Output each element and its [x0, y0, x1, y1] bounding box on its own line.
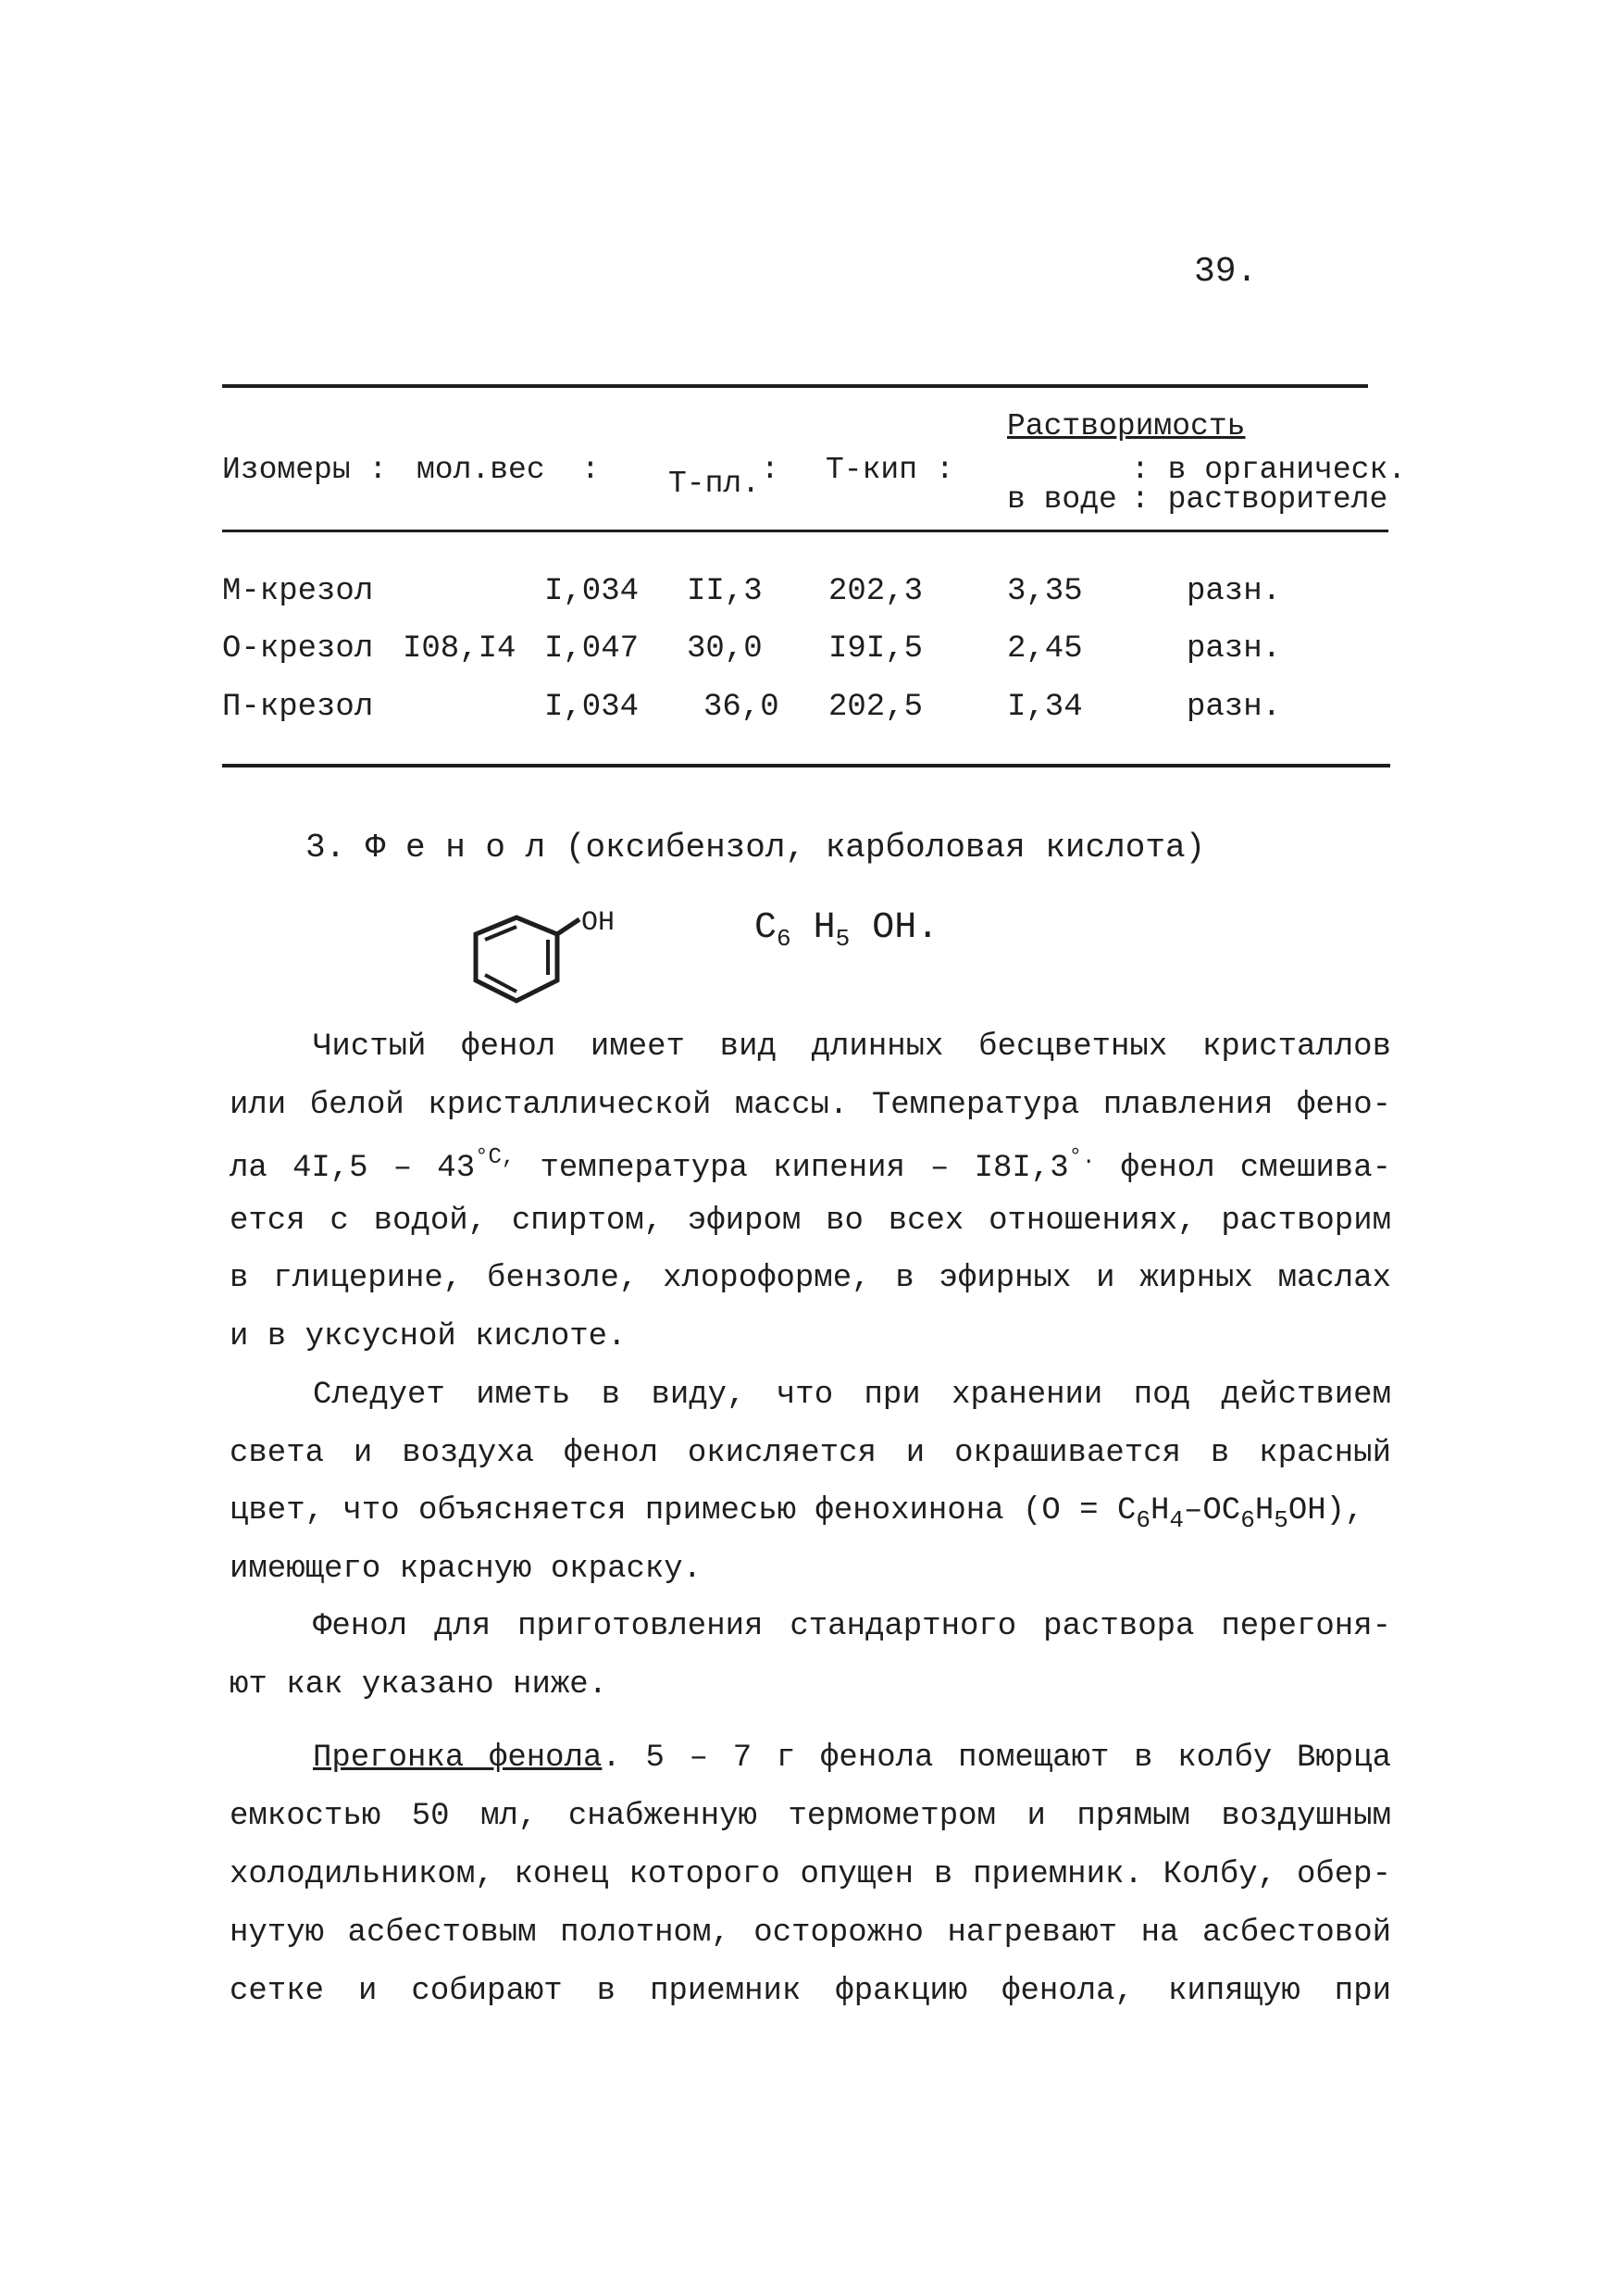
table-bottom-rule — [222, 764, 1390, 767]
text-line: емкостью 50 мл, снабженную термометром и прямым воздушным — [230, 1799, 1391, 1834]
header-in-organic-2: : растворителе — [1131, 482, 1388, 517]
row-t-boil: I9I,5 — [828, 631, 924, 667]
phenol-formula — [754, 907, 939, 953]
row-t-boil: 202,5 — [828, 690, 924, 725]
text-line: ется с водой, спиртом, эфиром во всех отношениях, растворим — [230, 1204, 1391, 1239]
text-line: сетке и собирают в приемник фракцию фенола, кипящую при — [230, 1974, 1391, 2009]
row-t-melt: 36,0 — [703, 690, 779, 725]
hydroxyl-label: OH — [581, 907, 616, 939]
text-line: ют как указано ниже. — [230, 1667, 608, 1703]
row-water: I,34 — [1007, 690, 1083, 725]
header-mol-weight: мол.вес — [417, 453, 545, 487]
header-in-organic-1: : в органическ. — [1131, 453, 1407, 487]
text-line — [230, 1145, 1391, 1186]
row-water: 2,45 — [1007, 631, 1083, 667]
text-line: Чистый фенол имеет вид длинных бесцветных кристаллов — [313, 1029, 1391, 1065]
row-water: 3,35 — [1007, 574, 1083, 609]
text-line: Прегонка фенола. 5 – 7 г фенола помещают в колбу Вюрца — [313, 1741, 1391, 1776]
formula-oh: OH. — [850, 907, 939, 949]
mixing-text: фенол смешива- — [1095, 1151, 1392, 1186]
text-line: и в уксусной кислоте. — [230, 1319, 627, 1354]
row-name: М-крезол — [222, 574, 374, 609]
text-line: имеющего красную окраску. — [230, 1552, 703, 1587]
degree-c: °C, — [475, 1145, 516, 1170]
row-density: I,047 — [544, 631, 640, 667]
row-t-melt: II,3 — [687, 574, 763, 609]
row-density: I,034 — [544, 574, 640, 609]
section-title: 3. Ф е н о л (оксибензол, карболовая кислота) — [305, 829, 1206, 867]
text-line: или белой кристаллической массы. Температура плавления фено- — [230, 1088, 1391, 1123]
header-t-melt-colon: : — [761, 453, 779, 487]
header-colon: : — [581, 453, 600, 487]
header-isomers: Изомеры : — [222, 453, 388, 487]
boiling-text: температура кипения – I8I,3 — [515, 1151, 1069, 1186]
row-t-boil: 202,3 — [828, 574, 924, 609]
formula-h: H — [790, 907, 836, 949]
melting-range: ла 4I,5 – 43 — [230, 1151, 476, 1186]
row-mol-weight: I08,I4 — [403, 631, 516, 667]
page-number: 39. — [1194, 252, 1258, 292]
formula-c-sub: 6 — [777, 925, 791, 953]
benzene-ring-icon — [463, 912, 592, 1014]
row-organic: разн. — [1187, 690, 1282, 725]
distillation-heading: Прегонка фенола — [313, 1741, 603, 1776]
row-organic: разн. — [1187, 631, 1282, 667]
row-name: П-крезол — [222, 690, 374, 725]
header-in-water: в воде — [1007, 482, 1117, 517]
text-line: Фенол для приготовления стандартного раствора перегоня- — [313, 1609, 1391, 1644]
table-top-rule — [222, 384, 1368, 388]
header-t-melt: Т-пл. — [668, 467, 761, 501]
text-line: света и воздуха фенол окисляется и окрашивается в красный — [230, 1436, 1391, 1471]
header-t-boil: Т-кип : — [826, 453, 954, 487]
text-line: холодильником, конец которого опущен в приемник. Колбу, обер- — [230, 1857, 1391, 1892]
text-line: в глицерине, бензоле, хлороформе, в эфирных и жирных маслах — [230, 1261, 1391, 1296]
row-t-melt: 30,0 — [687, 631, 763, 667]
row-organic: разн. — [1187, 574, 1282, 609]
text-line: Следует иметь в виду, что при хранении под действием — [313, 1378, 1391, 1413]
table-header-rule — [222, 530, 1388, 532]
degree: °. — [1068, 1145, 1096, 1170]
row-density: I,034 — [544, 690, 640, 725]
header-solubility: Растворимость — [1007, 409, 1246, 443]
row-name: О-крезол — [222, 631, 374, 667]
text-line: нутую асбестовым полотном, осторожно нагревают на асбестовой — [230, 1915, 1391, 1951]
text-line: цвет, что объясняется примесью фенохинона $(O = C_6H_4-OC_6H_5OH)$, — [230, 1493, 1364, 1534]
formula-h-sub: 5 — [835, 925, 851, 953]
formula-c: C — [754, 907, 777, 949]
